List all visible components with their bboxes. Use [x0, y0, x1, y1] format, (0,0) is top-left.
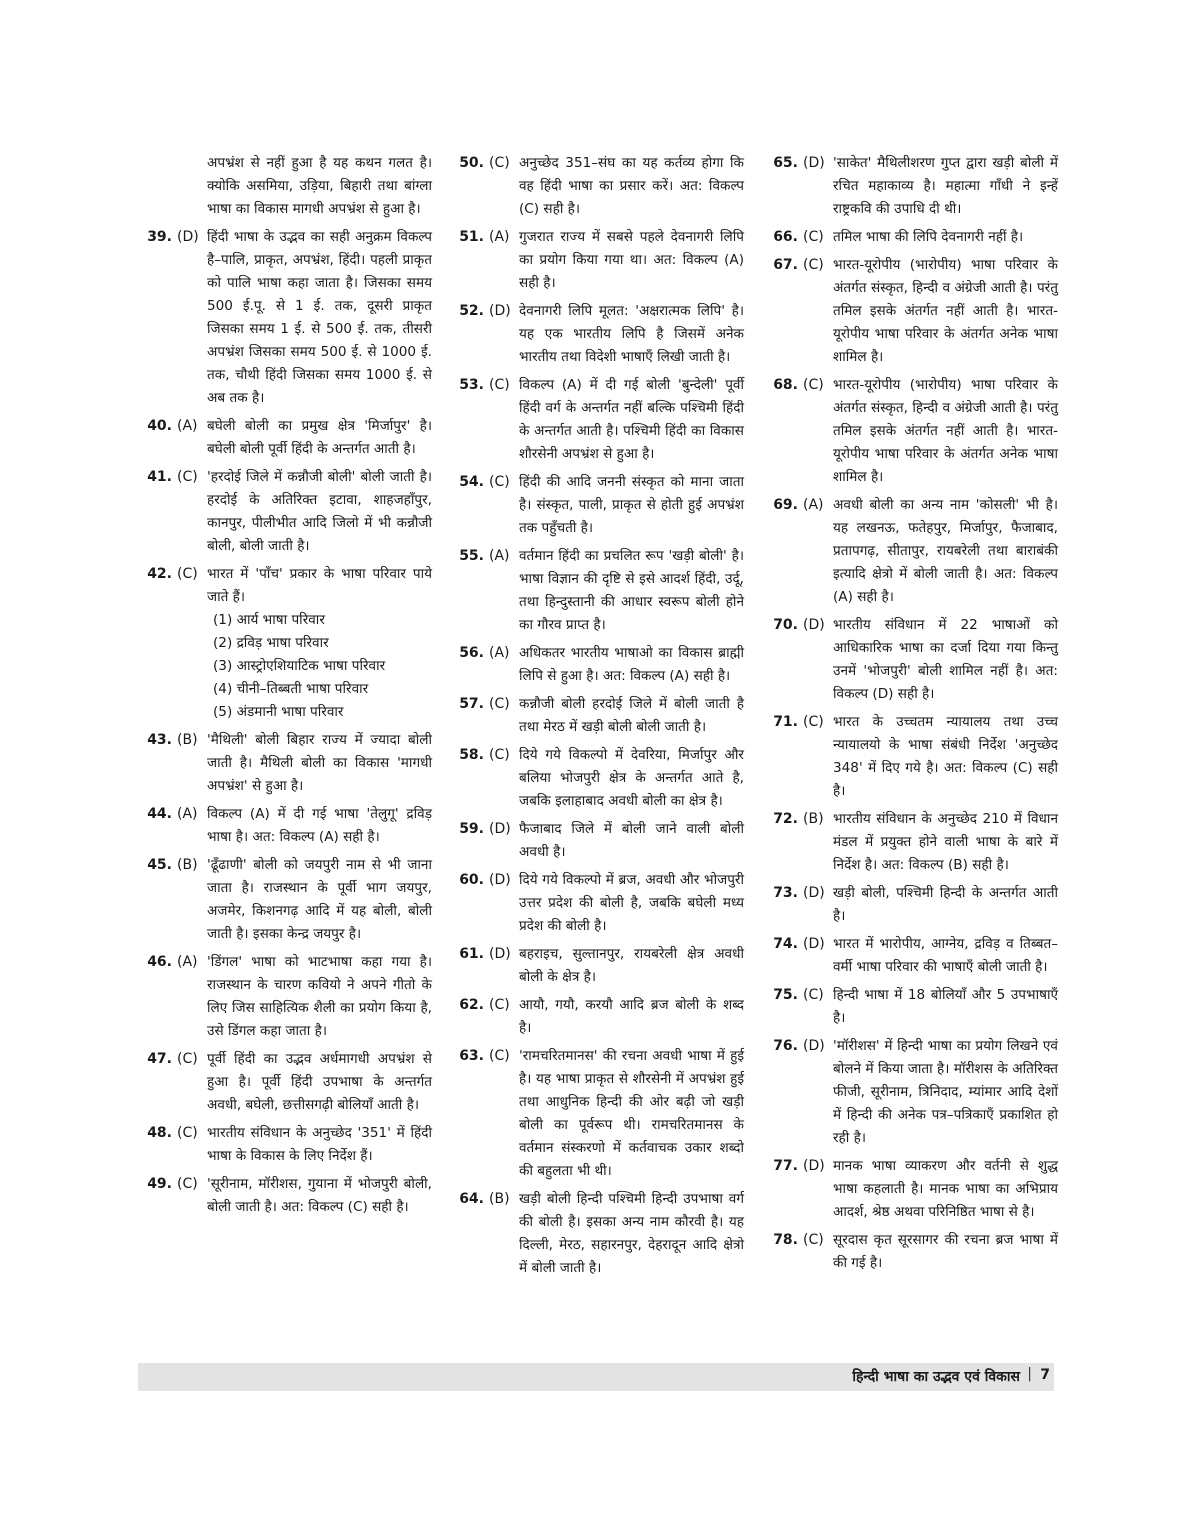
- answer-explanation: [833, 1229, 1058, 1275]
- answer-option: (D): [177, 229, 199, 245]
- question-number: 45.: [147, 857, 172, 873]
- answer-explanation: [207, 226, 432, 410]
- answer-option: (D): [489, 872, 511, 888]
- answer-item: [142, 951, 432, 1043]
- answer-option: (D): [803, 936, 825, 952]
- answer-item: [454, 693, 744, 739]
- question-number: 69.: [773, 497, 798, 513]
- answer-option: (A): [177, 418, 198, 434]
- answer-option: (C): [177, 469, 198, 485]
- answer-explanation: [519, 693, 744, 739]
- explanation-text: भारत-यूरोपीय (भारोपीय) भाषा परिवार के अंतर्गत संस्कृत, हिन्दी व अंग्रेजी आती है। परंतु तमिल इसके अंतर्गत नहीं आती है। भारत-यूरोपीय भाषा परिवार के अंतर्गत अनेक भाषा शामिल है।: [833, 377, 1058, 485]
- question-number: 51.: [459, 229, 484, 245]
- question-number: 74.: [773, 936, 798, 952]
- answer-item: [454, 471, 744, 540]
- answer-item: [454, 374, 744, 466]
- answer-option: (A): [177, 954, 198, 970]
- answer-option: (A): [489, 229, 510, 245]
- question-number: 68.: [773, 377, 798, 393]
- explanation-text: सूरदास कृत सूरसागर की रचना ब्रज भाषा में की गई है।: [833, 1232, 1058, 1271]
- answer-option: (A): [177, 806, 198, 822]
- answer-option: (C): [489, 747, 510, 763]
- question-number: 50.: [459, 155, 484, 171]
- language-family-item: (1) आर्य भाषा परिवार: [213, 612, 325, 628]
- explanation-text: भारतीय संविधान में 22 भाषाओं को आधिकारिक भाषा का दर्जा दिया गया किन्तु उनमें 'भोजपुरी' बोली शामिल नहीं है। अत: विकल्प (D) सही है।: [833, 617, 1058, 702]
- answer-item: [454, 545, 744, 637]
- question-number: 59.: [459, 821, 484, 837]
- explanation-text: विकल्प (A) में दी गई बोली 'बुन्देली' पूर्वी हिंदी वर्ग के अन्तर्गत नहीं बल्कि पश्चिमी हिंदी के अन्तर्गत आती है। पश्चिमी हिंदी का विकास शौरसेनी अपभ्रंश से हुआ है।: [519, 377, 744, 462]
- explanation-text: खड़ी बोली, पश्चिमी हिन्दी के अन्तर्गत आती है।: [833, 885, 1058, 924]
- question-number: 41.: [147, 469, 172, 485]
- question-number: 43.: [147, 732, 172, 748]
- question-number: 57.: [459, 696, 484, 712]
- answer-item: [454, 152, 744, 221]
- continued-answer-text: अपभ्रंश से नहीं हुआ है यह कथन गलत है। क्योकि असमिया, उड़िया, बिहारी तथा बांग्ला भाषा का विकास मागधी अपभ्रंश से हुआ है।: [207, 155, 432, 217]
- answer-explanation: [519, 374, 744, 466]
- answer-explanation: [519, 818, 744, 864]
- answer-explanation: [207, 854, 432, 946]
- answer-explanation: [833, 226, 1058, 249]
- explanation-text: अवधी बोली का अन्य नाम 'कोसली' भी है। यह लखनऊ, फतेहपुर, मिर्जापुर, फैजाबाद, प्रतापगढ़, सीतापुर, रायबरेली तथा बाराबंकी इत्यादि क्षेत्रो में बोली जाती है। अत: विकल्प (A) सही है।: [833, 497, 1058, 605]
- question-number: 54.: [459, 474, 484, 490]
- explanation-text: बहराइच, सुल्तानपुर, रायबरेली क्षेत्र अवधी बोली के क्षेत्र है।: [519, 946, 744, 985]
- question-number: 58.: [459, 747, 484, 763]
- answer-explanation: [519, 152, 744, 221]
- question-number: 39.: [147, 229, 172, 245]
- answer-option: (C): [177, 1176, 198, 1192]
- question-number: 66.: [773, 229, 798, 245]
- answer-option: (C): [489, 474, 510, 490]
- answer-explanation: [207, 415, 432, 461]
- answer-explanation: [207, 803, 432, 849]
- explanation-text: 'सूरीनाम, मॉरीशस, गुयाना में भोजपुरी बोली, बोली जाती है। अत: विकल्प (C) सही है।: [207, 1176, 432, 1215]
- question-number: 70.: [773, 617, 798, 633]
- answer-item: [454, 994, 744, 1040]
- question-number: 48.: [147, 1125, 172, 1141]
- explanation-text: अनुच्छेद 351–संघ का यह कर्तव्य होगा कि वह हिंदी भाषा का प्रसार करें। अत: विकल्प (C) सही है।: [519, 155, 744, 217]
- answer-explanation: [833, 984, 1058, 1030]
- answer-option: (C): [803, 377, 824, 393]
- answer-option: (C): [803, 229, 824, 245]
- answer-explanation: [833, 882, 1058, 928]
- answer-list: [768, 152, 1058, 1275]
- answer-option: (A): [489, 645, 510, 661]
- answer-option: (A): [489, 548, 510, 564]
- explanation-text: भारतीय संविधान के अनुच्छेद '351' में हिंदी भाषा के विकास के लिए निर्देश हैं।: [207, 1125, 432, 1164]
- explanation-text: 'मॉरीशस' में हिन्दी भाषा का प्रयोग लिखने एवं बोलने में किया जाता है। मॉरीशस के अतिरिक्त फीजी, सूरीनाम, त्रिनिदाद, म्यांमार आदि देशों में हिन्दी की अनेक पत्र–पत्रिकाएँ प्रकाशित हो रही है।: [833, 1038, 1058, 1146]
- answer-explanation: [207, 1173, 432, 1219]
- explanation-text: फैजाबाद जिले में बोली जाने वाली बोली अवधी है।: [519, 821, 744, 860]
- answer-option: (C): [803, 257, 824, 273]
- question-number: 78.: [773, 1232, 798, 1248]
- answer-explanation: [519, 994, 744, 1040]
- answer-item: [454, 642, 744, 688]
- question-number: 73.: [773, 885, 798, 901]
- answer-option: (B): [489, 1191, 510, 1207]
- answer-option: (D): [803, 885, 825, 901]
- answer-option: (C): [489, 155, 510, 171]
- answer-item: [768, 254, 1058, 369]
- explanation-text: हिन्दी भाषा में 18 बोलियाँ और 5 उपभाषाएँ है।: [833, 987, 1058, 1026]
- answer-item: [768, 1155, 1058, 1224]
- explanation-text: भारतीय संविधान के अनुच्छेद 210 में विधान मंडल में प्रयुक्त होने वाली भाषा के बारे में निर्देश है। अत: विकल्प (B) सही है।: [833, 811, 1058, 873]
- explanation-text: 'साकेत' मैथिलीशरण गुप्त द्वारा खड़ी बोली में रचित महाकाव्य है। महात्मा गाँधी ने इन्हें राष्ट्रकवि की उपाधि दी थी।: [833, 155, 1058, 217]
- answer-option: (D): [803, 1038, 825, 1054]
- answer-explanation: [833, 494, 1058, 609]
- answer-item: [142, 1122, 432, 1168]
- answer-explanation: [833, 711, 1058, 803]
- answer-option: (C): [177, 1125, 198, 1141]
- answer-explanation: [833, 1035, 1058, 1150]
- answer-item: [768, 711, 1058, 803]
- question-number: 47.: [147, 1051, 172, 1067]
- answer-explanation: [519, 1045, 744, 1183]
- explanation-text: कन्नौजी बोली हरदोई जिले में बोली जाती है तथा मेरठ में खड़ी बोली बोली जाती है।: [519, 696, 744, 735]
- answer-option: (C): [803, 987, 824, 1003]
- language-family-item: (3) आस्ट्रोएशियाटिक भाषा परिवार: [213, 658, 386, 674]
- answer-explanation: [833, 254, 1058, 369]
- chapter-title: हिन्दी भाषा का उद्भव एवं विकास: [852, 1369, 1020, 1385]
- explanation-text: 'मैथिली' बोली बिहार राज्य में ज्यादा बोली जाती है। मैथिली बोली का विकास 'मागधी अपभ्रंश' से हुआ है।: [207, 732, 432, 794]
- page-footer: [138, 1363, 1054, 1391]
- answer-item: [768, 374, 1058, 489]
- explanation-text: दिये गये विकल्पो में ब्रज, अवधी और भोजपुरी उत्तर प्रदेश की बोली है, जबकि बघेली मध्य प्रदेश की बोली है।: [519, 872, 744, 934]
- answer-item: [142, 563, 432, 724]
- answer-option: (D): [803, 1158, 825, 1174]
- answer-item: [454, 300, 744, 369]
- explanation-text: भारत में भारोपीय, आग्नेय, द्रविड़ व तिब्बत–वर्मी भाषा परिवार की भाषाएँ बोली जाती है।: [833, 936, 1058, 975]
- question-number: 65.: [773, 155, 798, 171]
- answer-explanation: [519, 744, 744, 813]
- answer-item: [142, 226, 432, 410]
- answer-option: (C): [177, 566, 198, 582]
- explanation-text: 'डिंगल' भाषा को भाटभाषा कहा गया है। राजस्थान के चारण कवियो ने अपने गीतो के लिए जिस साहित्यिक शैली का प्रयोग किया है, उसे डिंगल कहा जाता है।: [207, 954, 432, 1039]
- language-family-item: (4) चीनी–तिब्बती भाषा परिवार: [213, 681, 369, 697]
- question-number: 55.: [459, 548, 484, 564]
- footer-separator: |: [1027, 1366, 1032, 1382]
- explanation-text: भारत में 'पाँच' प्रकार के भाषा परिवार पाये जाते हैं।: [207, 566, 432, 605]
- answer-explanation: [833, 933, 1058, 979]
- explanation-text: हिंदी की आदि जननी संस्कृत को माना जाता है। संस्कृत, पाली, प्राकृत से होती हुई अपभ्रंश तक पहुँचती है।: [519, 474, 744, 536]
- explanation-text: गुजरात राज्य में सबसे पहले देवनागरी लिपि का प्रयोग किया गया था। अत: विकल्प (A) सही है।: [519, 229, 744, 291]
- question-number: 56.: [459, 645, 484, 661]
- answer-explanation: [519, 642, 744, 688]
- answer-item: [142, 1048, 432, 1117]
- answer-item: [768, 614, 1058, 706]
- explanation-text: मानक भाषा व्याकरण और वर्तनी से शुद्ध भाषा कहलाती है। मानक भाषा का अभिप्राय आदर्श, श्रेष्ठ अथवा परिनिष्ठित भाषा से है।: [833, 1158, 1058, 1220]
- answer-option: (C): [803, 714, 824, 730]
- answer-list: [142, 226, 432, 1219]
- answer-option: (A): [803, 497, 824, 513]
- answer-item: [768, 808, 1058, 877]
- explanation-text: देवनागरी लिपि मूलत: 'अक्षरात्मक लिपि' है। यह एक भारतीय लिपि है जिसमें अनेक भारतीय तथा विदेशी भाषाएँ लिखी जाती है।: [519, 303, 744, 365]
- question-number: 60.: [459, 872, 484, 888]
- question-number: 53.: [459, 377, 484, 393]
- answer-item: [142, 854, 432, 946]
- column-2: [454, 152, 744, 1285]
- explanation-text: दिये गये विकल्पो में देवरिया, मिर्जापुर और बलिया भोजपुरी क्षेत्र के अन्तर्गत आते है, जबकि इलाहाबाद अवधी बोली का क्षेत्र है।: [519, 747, 744, 809]
- answer-option: (B): [177, 732, 198, 748]
- answer-explanation: [207, 563, 432, 724]
- question-number: 46.: [147, 954, 172, 970]
- explanation-text: विकल्प (A) में दी गई भाषा 'तेलुगू' द्रविड़ भाषा है। अत: विकल्प (A) सही है।: [207, 806, 432, 845]
- question-number: 44.: [147, 806, 172, 822]
- answer-option: (B): [803, 811, 824, 827]
- answer-explanation: [833, 808, 1058, 877]
- answer-item: [142, 1173, 432, 1219]
- answer-explanation: [833, 614, 1058, 706]
- question-number: 77.: [773, 1158, 798, 1174]
- answer-item: [768, 1035, 1058, 1150]
- answer-item: [454, 226, 744, 295]
- answer-item: [142, 466, 432, 558]
- answer-item: [768, 226, 1058, 249]
- answer-explanation: [519, 226, 744, 295]
- answer-option: (C): [489, 1048, 510, 1064]
- answer-explanation: [519, 471, 744, 540]
- question-number: 42.: [147, 566, 172, 582]
- answer-explanation: [207, 1122, 432, 1168]
- answer-option: (D): [489, 821, 511, 837]
- question-number: 61.: [459, 946, 484, 962]
- question-number: 49.: [147, 1176, 172, 1192]
- answer-item: [454, 869, 744, 938]
- question-number: 67.: [773, 257, 798, 273]
- answer-explanation: [207, 729, 432, 798]
- column-3: [768, 152, 1058, 1280]
- question-number: 75.: [773, 987, 798, 1003]
- page-number: 7: [1040, 1367, 1050, 1383]
- answer-item: [142, 415, 432, 461]
- answer-explanation: [519, 545, 744, 637]
- answer-explanation: [207, 1048, 432, 1117]
- answer-item: [454, 818, 744, 864]
- column-1: [142, 152, 432, 1224]
- answer-explanation: [519, 869, 744, 938]
- answer-item: [768, 882, 1058, 928]
- answer-option: (C): [489, 696, 510, 712]
- answer-explanation: [207, 951, 432, 1043]
- answer-item: [768, 984, 1058, 1030]
- answer-explanation: [207, 466, 432, 558]
- explanation-text: वर्तमान हिंदी का प्रचलित रूप 'खड़ी बोली' है। भाषा विज्ञान की दृष्टि से इसे आदर्श हिंदी, उर्दू, तथा हिन्दुस्तानी की आधार स्वरूप बोली होने का गौरव प्राप्त है।: [519, 548, 744, 633]
- explanation-text: आयौ, गयौ, करयौ आदि ब्रज बोली के शब्द है।: [519, 997, 744, 1036]
- answer-explanation: [833, 1155, 1058, 1224]
- answer-option: (C): [489, 997, 510, 1013]
- answer-item: [454, 744, 744, 813]
- explanation-text: अधिकतर भारतीय भाषाओ का विकास ब्राह्मी लिपि से हुआ है। अत: विकल्प (A) सही है।: [519, 645, 744, 684]
- answer-explanation: [519, 300, 744, 369]
- answer-item: [768, 494, 1058, 609]
- explanation-text: 'हरदोई जिले में कन्नौजी बोली' बोली जाती है। हरदोई के अतिरिक्त इटावा, शाहजहाँपुर, कानपुर, पीलीभीत आदि जिलो में भी कन्नौजी बोली, बोली जाती है।: [207, 469, 432, 554]
- answer-option: (C): [489, 377, 510, 393]
- answer-item: [768, 1229, 1058, 1275]
- answer-list: [454, 152, 744, 1280]
- answer-option: (C): [177, 1051, 198, 1067]
- explanation-text: भारत-यूरोपीय (भारोपीय) भाषा परिवार के अंतर्गत संस्कृत, हिन्दी व अंग्रेजी आती है। परंतु तमिल इसके अंतर्गत नहीं आती है। भारत-यूरोपीय भाषा परिवार के अंतर्गत अनेक भाषा शामिल है।: [833, 257, 1058, 365]
- answer-item: [142, 729, 432, 798]
- explanation-text: हिंदी भाषा के उद्भव का सही अनुक्रम विकल्प है–पालि, प्राकृत, अपभ्रंश, हिंदी। पहली प्राकृत को पालि भाषा कहा जाता है। जिसका समय 500 ई.पू. से 1 ई. तक, दूसरी प्राकृत जिसका समय 1 ई. से 500 ई. तक, तीसरी अपभ्रंश जिसका समय 500 ई. से 1000 ई. तक, चौथी हिंदी जिसका समय 1000 ई. से अब तक है।: [207, 229, 432, 406]
- answer-option: (B): [177, 857, 198, 873]
- answer-option: (D): [489, 946, 511, 962]
- answer-option: (D): [803, 155, 825, 171]
- question-number: 64.: [459, 1191, 484, 1207]
- explanation-text: भारत के उच्चतम न्यायालय तथा उच्च न्यायालयो के भाषा संबंधी निर्देश 'अनुच्छेद 348' में दिए गये है। अत: विकल्प (C) सही है।: [833, 714, 1058, 799]
- explanation-text: पूर्वी हिंदी का उद्भव अर्धमागधी अपभ्रंश से हुआ है। पूर्वी हिंदी उपभाषा के अन्तर्गत अवधी, बघेली, छत्तीसगढ़ी बोलियाँ आती है।: [207, 1051, 432, 1113]
- answer-option: (C): [803, 1232, 824, 1248]
- question-number: 72.: [773, 811, 798, 827]
- question-number: 76.: [773, 1038, 798, 1054]
- answer-item: [454, 943, 744, 989]
- question-number: 40.: [147, 418, 172, 434]
- explanation-text: 'रामचरितमानस' की रचना अवधी भाषा में हुई है। यह भाषा प्राकृत से शौरसेनी में अपभ्रंश हुई तथा आधुनिक हिन्दी की ओर बढ़ी जो खड़ी बोली का पूर्वरूप थी। रामचरितमानस के वर्तमान संस्करणो में कर्तवाचक उकार शब्दो की बहुलता भी थी।: [519, 1048, 744, 1179]
- answer-explanation: [833, 374, 1058, 489]
- question-number: 52.: [459, 303, 484, 319]
- language-family-item: (2) द्रविड़ भाषा परिवार: [213, 635, 329, 651]
- answer-explanation: [519, 943, 744, 989]
- answer-option: (D): [803, 617, 825, 633]
- answer-item: [454, 1188, 744, 1280]
- answer-explanation: [833, 152, 1058, 221]
- question-number: 63.: [459, 1048, 484, 1064]
- answer-item: [768, 933, 1058, 979]
- language-family-item: (5) अंडमानी भाषा परिवार: [213, 704, 344, 720]
- answer-option: (D): [489, 303, 511, 319]
- question-number: 71.: [773, 714, 798, 730]
- answer-item: [142, 803, 432, 849]
- answer-explanation: [519, 1188, 744, 1280]
- explanation-text: बघेली बोली का प्रमुख क्षेत्र 'मिर्जापुर' है। बघेली बोली पूर्वी हिंदी के अन्तर्गत आती है।: [207, 418, 432, 457]
- answer-item: [768, 152, 1058, 221]
- explanation-text: खड़ी बोली हिन्दी पश्चिमी हिन्दी उपभाषा वर्ग की बोली है। इसका अन्य नाम कौरवी है। यह दिल्ली, मेरठ, सहारनपुर, देहरादून आदि क्षेत्रो में बोली जाती है।: [519, 1191, 744, 1276]
- answer-item: [454, 1045, 744, 1183]
- explanation-text: तमिल भाषा की लिपि देवनागरी नहीं है।: [833, 229, 1024, 245]
- question-number: 62.: [459, 997, 484, 1013]
- explanation-text: 'ढूँढाणी' बोली को जयपुरी नाम से भी जाना जाता है। राजस्थान के पूर्वी भाग जयपुर, अजमेर, किशनगढ़ आदि में यह बोली, बोली जाती है। इसका केन्द्र जयपुर है।: [207, 857, 432, 942]
